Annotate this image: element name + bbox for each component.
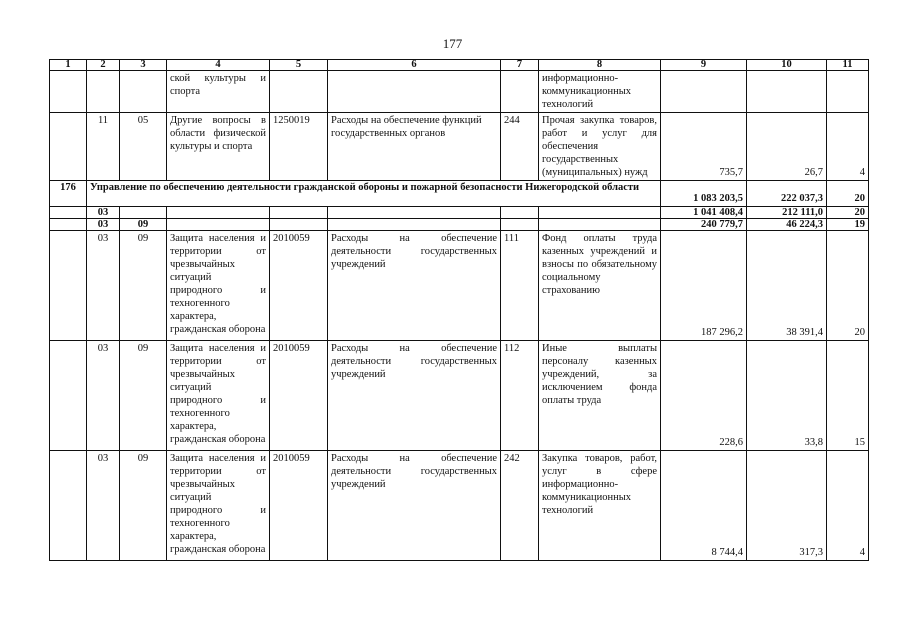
table-cell bbox=[328, 219, 501, 231]
table-cell bbox=[87, 71, 120, 113]
table-cell: 1 041 408,4 bbox=[661, 207, 747, 219]
table-cell bbox=[50, 219, 87, 231]
table-cell bbox=[501, 207, 539, 219]
table-cell bbox=[50, 207, 87, 219]
header-cell: 9 bbox=[661, 60, 747, 71]
table-cell: ской культуры и спорта bbox=[167, 71, 270, 113]
table-cell: 244 bbox=[501, 113, 539, 181]
table-cell bbox=[270, 219, 328, 231]
table-cell bbox=[661, 71, 747, 113]
table-cell: 03 bbox=[87, 231, 120, 341]
table-cell: 19 bbox=[827, 219, 869, 231]
header-cell: 2 bbox=[87, 60, 120, 71]
table-cell: 4 bbox=[827, 113, 869, 181]
table-cell: 20 bbox=[827, 231, 869, 341]
table-cell: 11 bbox=[87, 113, 120, 181]
table-cell: 09 bbox=[120, 341, 167, 451]
table-cell: Расходы на обеспечение деятельности государственных учреждений bbox=[328, 231, 501, 341]
table-cell: Иные выплаты персоналу казенных учреждений, за исключением фонда оплаты труда bbox=[539, 341, 661, 451]
table-cell: 112 bbox=[501, 341, 539, 451]
header-cell: 1 bbox=[50, 60, 87, 71]
table-cell: 1 083 203,5 bbox=[661, 181, 747, 207]
table-cell: Фонд оплаты труда казенных учреждений и взносы по обязательному социальному страхованию bbox=[539, 231, 661, 341]
org-row bbox=[50, 181, 869, 207]
header-row bbox=[50, 60, 869, 71]
table-row bbox=[50, 113, 869, 181]
table-cell: 03 bbox=[87, 219, 120, 231]
table-cell: 111 bbox=[501, 231, 539, 341]
table-cell bbox=[328, 207, 501, 219]
table-cell: Расходы на обеспечение деятельности государственных учреждений bbox=[328, 341, 501, 451]
table-cell: 1250019 bbox=[270, 113, 328, 181]
subsection-row bbox=[50, 219, 869, 231]
table-cell: 735,7 bbox=[661, 113, 747, 181]
table-cell bbox=[539, 219, 661, 231]
header-cell: 3 bbox=[120, 60, 167, 71]
header-cell: 6 bbox=[328, 60, 501, 71]
table-row bbox=[50, 71, 869, 113]
table-cell bbox=[50, 113, 87, 181]
header-cell: 8 bbox=[539, 60, 661, 71]
header-cell: 7 bbox=[501, 60, 539, 71]
table-cell: 38 391,4 bbox=[747, 231, 827, 341]
table-cell: 05 bbox=[120, 113, 167, 181]
table-cell: Другие вопросы в области физической культуры и спорта bbox=[167, 113, 270, 181]
table-cell: 09 bbox=[120, 231, 167, 341]
header-cell: 4 bbox=[167, 60, 270, 71]
table-cell bbox=[50, 341, 87, 451]
table-cell: 26,7 bbox=[747, 113, 827, 181]
table-cell: 240 779,7 bbox=[661, 219, 747, 231]
table-cell: 09 bbox=[120, 451, 167, 561]
table-cell bbox=[501, 219, 539, 231]
table-cell: 8 744,4 bbox=[661, 451, 747, 561]
header-cell: 11 bbox=[827, 60, 869, 71]
table-cell: 317,3 bbox=[747, 451, 827, 561]
table-cell: 03 bbox=[87, 341, 120, 451]
table-cell: 2010059 bbox=[270, 231, 328, 341]
table-cell bbox=[50, 71, 87, 113]
table-cell bbox=[50, 451, 87, 561]
table-cell: Прочая закупка товаров, работ и услуг для обеспечения государственных (муниципальных) нужд bbox=[539, 113, 661, 181]
table-cell: Расходы на обеспечение функций государственных органов bbox=[328, 113, 501, 181]
header-cell: 5 bbox=[270, 60, 328, 71]
table-cell: 46 224,3 bbox=[747, 219, 827, 231]
table-row bbox=[50, 451, 869, 561]
table-cell bbox=[827, 71, 869, 113]
table-cell: 03 bbox=[87, 451, 120, 561]
table-cell: 09 bbox=[120, 219, 167, 231]
table-cell: Защита населения и территории от чрезвычайных ситуаций природного и техногенного характера, гражданская оборона bbox=[167, 231, 270, 341]
table-cell: 4 bbox=[827, 451, 869, 561]
table-cell bbox=[501, 71, 539, 113]
table-cell: 187 296,2 bbox=[661, 231, 747, 341]
org-name: Управление по обеспечению деятельности гражданской обороны и пожарной безопасности Нижегородской области bbox=[87, 181, 661, 207]
section-row bbox=[50, 207, 869, 219]
table-cell: Расходы на обеспечение деятельности государственных учреждений bbox=[328, 451, 501, 561]
table-cell: 228,6 bbox=[661, 341, 747, 451]
table-cell: 03 bbox=[87, 207, 120, 219]
table-row bbox=[50, 231, 869, 341]
table-cell bbox=[270, 71, 328, 113]
table-cell: Защита населения и территории от чрезвычайных ситуаций природного и техногенного характера, гражданская оборона bbox=[167, 451, 270, 561]
table-cell: 222 037,3 bbox=[747, 181, 827, 207]
table-cell bbox=[328, 71, 501, 113]
table-cell bbox=[50, 231, 87, 341]
table-cell: 2010059 bbox=[270, 341, 328, 451]
table-cell: 20 bbox=[827, 181, 869, 207]
table-cell: 2010059 bbox=[270, 451, 328, 561]
table-cell: 33,8 bbox=[747, 341, 827, 451]
table-cell: 15 bbox=[827, 341, 869, 451]
table-cell bbox=[120, 71, 167, 113]
table-cell bbox=[747, 71, 827, 113]
table-cell: 212 111,0 bbox=[747, 207, 827, 219]
table-cell bbox=[270, 207, 328, 219]
table-cell: Закупка товаров, работ, услуг в сфере информационно-коммуникационных технологий bbox=[539, 451, 661, 561]
table-cell bbox=[167, 207, 270, 219]
table-cell bbox=[167, 219, 270, 231]
table-row bbox=[50, 341, 869, 451]
table-cell: информационно-коммуникационных технологий bbox=[539, 71, 661, 113]
table-cell: Защита населения и территории от чрезвычайных ситуаций природного и техногенного характера, гражданская оборона bbox=[167, 341, 270, 451]
org-code: 176 bbox=[50, 181, 87, 207]
table-cell bbox=[539, 207, 661, 219]
table-cell: 242 bbox=[501, 451, 539, 561]
table-cell bbox=[120, 207, 167, 219]
table-cell: 20 bbox=[827, 207, 869, 219]
header-cell: 10 bbox=[747, 60, 827, 71]
page-number: 177 bbox=[442, 36, 463, 51]
budget-table bbox=[49, 59, 869, 561]
